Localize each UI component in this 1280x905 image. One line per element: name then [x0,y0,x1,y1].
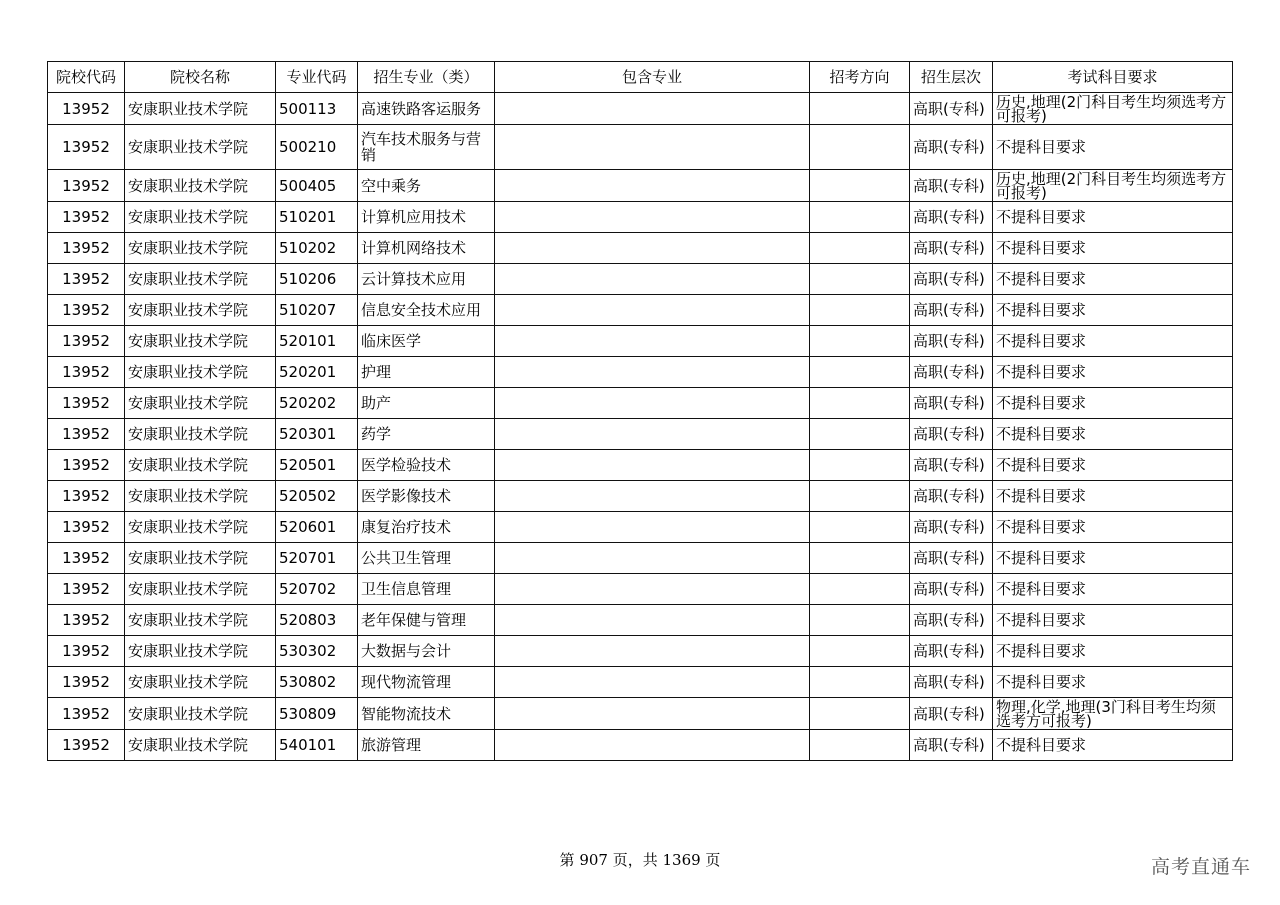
cell-requirement: 不提科目要求 [993,295,1233,326]
cell-major: 旅游管理 [358,730,495,761]
cell-level: 高职(专科) [910,667,993,698]
cell-requirement: 不提科目要求 [993,481,1233,512]
cell-included-majors [495,264,810,295]
cell-requirement: 不提科目要求 [993,264,1233,295]
cell-major-code: 520101 [276,326,358,357]
table-row [48,512,1233,543]
cell-major-code: 510207 [276,295,358,326]
cell-direction [810,667,910,698]
cell-direction [810,295,910,326]
cell-school-code: 13952 [48,698,125,730]
cell-major: 卫生信息管理 [358,574,495,605]
cell-major: 康复治疗技术 [358,512,495,543]
cell-major-code: 520803 [276,605,358,636]
table-row [48,295,1233,326]
cell-level: 高职(专科) [910,574,993,605]
cell-requirement: 不提科目要求 [993,605,1233,636]
table-row [48,419,1233,450]
cell-requirement: 不提科目要求 [993,512,1233,543]
cell-requirement: 不提科目要求 [993,574,1233,605]
cell-included-majors [495,93,810,125]
cell-school-code: 13952 [48,202,125,233]
table-row [48,170,1233,202]
cell-level: 高职(专科) [910,295,993,326]
cell-school-code: 13952 [48,730,125,761]
table-row [48,202,1233,233]
cell-level: 高职(专科) [910,543,993,574]
table-row [48,326,1233,357]
cell-direction [810,605,910,636]
cell-major: 药学 [358,419,495,450]
cell-major-code: 520702 [276,574,358,605]
cell-included-majors [495,357,810,388]
cell-level: 高职(专科) [910,605,993,636]
header-major-code: 专业代码 [276,62,358,93]
table-row [48,636,1233,667]
header-included-majors: 包含专业 [495,62,810,93]
header-school-code: 院校代码 [48,62,125,93]
cell-major: 空中乘务 [358,170,495,202]
cell-school-name: 安康职业技术学院 [125,419,276,450]
cell-school-code: 13952 [48,419,125,450]
cell-major-code: 510202 [276,233,358,264]
cell-direction [810,481,910,512]
cell-included-majors [495,574,810,605]
header-direction: 招考方向 [810,62,910,93]
cell-requirement: 不提科目要求 [993,667,1233,698]
cell-school-name: 安康职业技术学院 [125,202,276,233]
cell-school-name: 安康职业技术学院 [125,667,276,698]
cell-major: 汽车技术服务与营销 [358,125,495,170]
cell-included-majors [495,295,810,326]
cell-major: 计算机应用技术 [358,202,495,233]
cell-direction [810,357,910,388]
header-row [48,62,1233,93]
cell-school-code: 13952 [48,667,125,698]
table-row [48,543,1233,574]
cell-major-code: 500210 [276,125,358,170]
table-row [48,730,1233,761]
cell-school-name: 安康职业技术学院 [125,636,276,667]
cell-school-code: 13952 [48,450,125,481]
table-row [48,698,1233,730]
cell-school-name: 安康职业技术学院 [125,574,276,605]
table-row [48,574,1233,605]
cell-level: 高职(专科) [910,264,993,295]
cell-requirement: 不提科目要求 [993,202,1233,233]
cell-major-code: 540101 [276,730,358,761]
cell-major: 大数据与会计 [358,636,495,667]
cell-direction [810,264,910,295]
table-row [48,450,1233,481]
cell-major-code: 520601 [276,512,358,543]
cell-major: 计算机网络技术 [358,233,495,264]
cell-major: 助产 [358,388,495,419]
cell-included-majors [495,450,810,481]
cell-level: 高职(专科) [910,512,993,543]
cell-requirement: 不提科目要求 [993,125,1233,170]
cell-school-name: 安康职业技术学院 [125,388,276,419]
cell-school-name: 安康职业技术学院 [125,481,276,512]
cell-school-code: 13952 [48,605,125,636]
cell-direction [810,730,910,761]
cell-school-code: 13952 [48,543,125,574]
header-requirement: 考试科目要求 [993,62,1233,93]
cell-level: 高职(专科) [910,233,993,264]
cell-included-majors [495,170,810,202]
watermark: 高考直通车 [1150,856,1251,878]
cell-school-code: 13952 [48,170,125,202]
cell-school-code: 13952 [48,125,125,170]
cell-direction [810,93,910,125]
cell-major-code: 530302 [276,636,358,667]
cell-included-majors [495,202,810,233]
cell-school-name: 安康职业技术学院 [125,233,276,264]
header-major: 招生专业（类） [358,62,495,93]
cell-included-majors [495,698,810,730]
cell-major: 公共卫生管理 [358,543,495,574]
cell-school-code: 13952 [48,233,125,264]
cell-school-name: 安康职业技术学院 [125,125,276,170]
cell-requirement: 不提科目要求 [993,543,1233,574]
cell-direction [810,388,910,419]
cell-school-code: 13952 [48,357,125,388]
cell-level: 高职(专科) [910,730,993,761]
cell-major-code: 530802 [276,667,358,698]
cell-major: 智能物流技术 [358,698,495,730]
cell-direction [810,326,910,357]
cell-direction [810,170,910,202]
cell-direction [810,698,910,730]
table-row [48,667,1233,698]
cell-school-code: 13952 [48,388,125,419]
cell-level: 高职(专科) [910,93,993,125]
cell-requirement: 历史,地理(2门科目考生均须选考方可报考) [993,170,1233,202]
cell-level: 高职(专科) [910,481,993,512]
cell-major: 现代物流管理 [358,667,495,698]
cell-school-code: 13952 [48,512,125,543]
cell-school-name: 安康职业技术学院 [125,264,276,295]
cell-level: 高职(专科) [910,357,993,388]
cell-school-name: 安康职业技术学院 [125,357,276,388]
cell-direction [810,574,910,605]
table-row [48,264,1233,295]
cell-level: 高职(专科) [910,388,993,419]
cell-included-majors [495,543,810,574]
cell-major-code: 500405 [276,170,358,202]
cell-level: 高职(专科) [910,698,993,730]
table-row [48,233,1233,264]
cell-school-code: 13952 [48,93,125,125]
cell-direction [810,512,910,543]
table-row [48,388,1233,419]
cell-included-majors [495,419,810,450]
cell-major-code: 530809 [276,698,358,730]
cell-included-majors [495,125,810,170]
cell-level: 高职(专科) [910,202,993,233]
cell-requirement: 不提科目要求 [993,357,1233,388]
cell-school-name: 安康职业技术学院 [125,730,276,761]
cell-requirement: 历史,地理(2门科目考生均须选考方可报考) [993,93,1233,125]
cell-requirement: 不提科目要求 [993,419,1233,450]
cell-school-code: 13952 [48,264,125,295]
cell-requirement: 物理,化学,地理(3门科目考生均须选考方可报考) [993,698,1233,730]
cell-included-majors [495,481,810,512]
cell-requirement: 不提科目要求 [993,233,1233,264]
cell-major: 高速铁路客运服务 [358,93,495,125]
cell-level: 高职(专科) [910,450,993,481]
cell-school-name: 安康职业技术学院 [125,93,276,125]
cell-school-code: 13952 [48,295,125,326]
cell-major-code: 520301 [276,419,358,450]
table-body [48,93,1233,761]
cell-major: 老年保健与管理 [358,605,495,636]
cell-included-majors [495,326,810,357]
cell-level: 高职(专科) [910,326,993,357]
cell-requirement: 不提科目要求 [993,326,1233,357]
cell-major-code: 520701 [276,543,358,574]
cell-school-code: 13952 [48,481,125,512]
cell-requirement: 不提科目要求 [993,636,1233,667]
cell-level: 高职(专科) [910,636,993,667]
cell-requirement: 不提科目要求 [993,450,1233,481]
header-school-name: 院校名称 [125,62,276,93]
table-row [48,125,1233,170]
cell-included-majors [495,605,810,636]
table-row [48,93,1233,125]
cell-direction [810,233,910,264]
cell-included-majors [495,512,810,543]
cell-school-name: 安康职业技术学院 [125,326,276,357]
cell-school-name: 安康职业技术学院 [125,605,276,636]
cell-level: 高职(专科) [910,419,993,450]
cell-included-majors [495,667,810,698]
cell-major-code: 520501 [276,450,358,481]
cell-included-majors [495,233,810,264]
cell-major-code: 520202 [276,388,358,419]
cell-school-code: 13952 [48,574,125,605]
cell-level: 高职(专科) [910,125,993,170]
cell-direction [810,543,910,574]
cell-major: 医学影像技术 [358,481,495,512]
table-row [48,481,1233,512]
table-row [48,605,1233,636]
cell-requirement: 不提科目要求 [993,388,1233,419]
cell-included-majors [495,388,810,419]
cell-major-code: 520502 [276,481,358,512]
cell-major-code: 510201 [276,202,358,233]
cell-direction [810,202,910,233]
cell-school-name: 安康职业技术学院 [125,170,276,202]
header-level: 招生层次 [910,62,993,93]
page-number: 第 907 页，共 1369 页 [559,851,721,869]
cell-direction [810,636,910,667]
cell-major: 临床医学 [358,326,495,357]
cell-direction [810,419,910,450]
cell-school-name: 安康职业技术学院 [125,512,276,543]
cell-major-code: 510206 [276,264,358,295]
cell-major: 信息安全技术应用 [358,295,495,326]
cell-included-majors [495,730,810,761]
cell-school-name: 安康职业技术学院 [125,295,276,326]
table-row [48,357,1233,388]
cell-requirement: 不提科目要求 [993,730,1233,761]
cell-school-name: 安康职业技术学院 [125,698,276,730]
cell-major-code: 500113 [276,93,358,125]
admissions-table [47,61,1233,761]
cell-major: 云计算技术应用 [358,264,495,295]
cell-major: 护理 [358,357,495,388]
cell-school-name: 安康职业技术学院 [125,450,276,481]
cell-school-code: 13952 [48,326,125,357]
cell-school-name: 安康职业技术学院 [125,543,276,574]
cell-level: 高职(专科) [910,170,993,202]
cell-major: 医学检验技术 [358,450,495,481]
cell-major-code: 520201 [276,357,358,388]
cell-direction [810,125,910,170]
cell-school-code: 13952 [48,636,125,667]
cell-direction [810,450,910,481]
cell-included-majors [495,636,810,667]
